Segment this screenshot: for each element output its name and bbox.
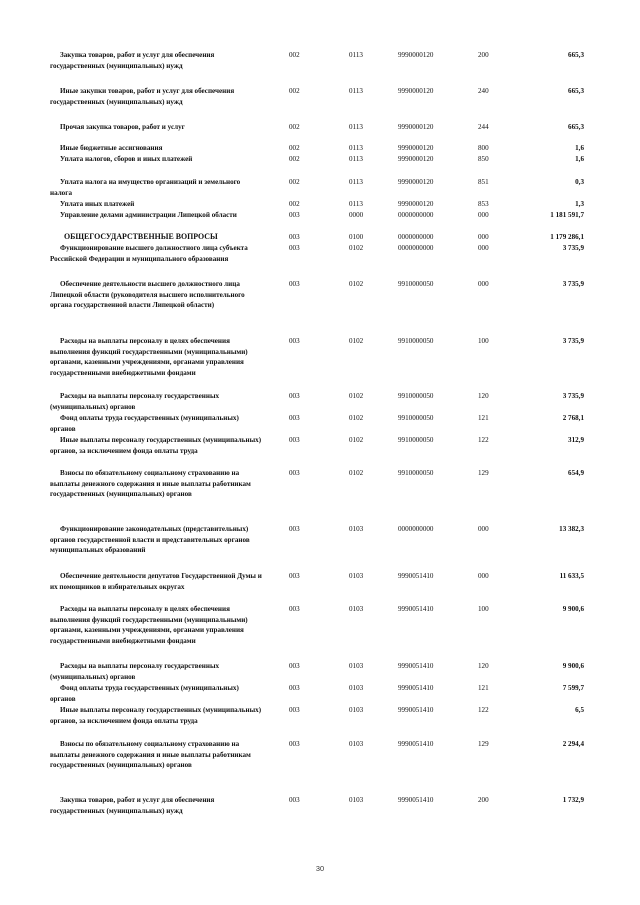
row-amount: 1,6 [575, 144, 584, 152]
target-article-code: 9990000120 [398, 178, 434, 186]
section-code: 0113 [349, 87, 363, 95]
target-article-code: 9910000050 [398, 337, 434, 345]
section-code: 0103 [349, 662, 364, 670]
section-code: 0102 [349, 244, 364, 252]
expense-type-code: 851 [478, 178, 489, 186]
row-amount: 3 735,9 [562, 337, 584, 345]
row-amount: 1 179 286,1 [550, 233, 584, 241]
row-name: Иные закупки товаров, работ и услуг для обеспечения государственных (муниципальных) нужд [50, 87, 235, 106]
section-code: 0113 [349, 123, 363, 131]
expense-type-code: 120 [478, 392, 489, 400]
section-code: 0102 [349, 436, 364, 444]
section-code: 0103 [349, 740, 364, 748]
row-amount: 11 633,5 [559, 572, 584, 580]
target-article-code: 9990051410 [398, 706, 434, 714]
row-name: Функционирование высшего должностного лица субъекта Российской Федерации и муниципального образования [50, 244, 248, 263]
section-code: 0103 [349, 796, 364, 804]
section-code: 0113 [349, 155, 363, 163]
row-name: Иные бюджетные ассигнования [60, 144, 163, 152]
section-code: 0000 [349, 211, 364, 219]
ministry-code: 003 [289, 436, 300, 444]
ministry-code: 003 [289, 211, 300, 219]
row-name: Иные выплаты персоналу государственных (муниципальных) органов, за исключением фонда оплаты труда [50, 706, 262, 725]
row-amount: 13 382,3 [559, 525, 584, 533]
target-article-code: 9990000120 [398, 51, 434, 59]
row-name: Расходы на выплаты персоналу в целях обеспечения выполнения функций государственными (муниципальными) органами, казенными учреждениями, органами управления государственными внебюджетными фондами [50, 337, 248, 377]
row-name: Прочая закупка товаров, работ и услуг [60, 123, 185, 131]
expense-type-code: 800 [478, 144, 489, 152]
target-article-code: 0000000000 [398, 525, 434, 533]
row-name: Закупка товаров, работ и услуг для обеспечения государственных (муниципальных) нужд [50, 796, 215, 815]
row-amount: 665,3 [568, 51, 584, 59]
target-article-code: 9990051410 [398, 662, 434, 670]
section-code: 0102 [349, 392, 364, 400]
expense-type-code: 121 [478, 684, 489, 692]
row-name: Расходы на выплаты персоналу государственных (муниципальных) органов [50, 392, 220, 411]
target-article-code: 9990051410 [398, 605, 434, 613]
row-amount: 1,3 [575, 200, 584, 208]
ministry-code: 002 [289, 155, 300, 163]
row-amount: 665,3 [568, 87, 584, 95]
expense-type-code: 200 [478, 51, 489, 59]
row-amount: 9 900,6 [562, 662, 584, 670]
ministry-code: 003 [289, 525, 300, 533]
target-article-code: 9990000120 [398, 87, 434, 95]
row-name: Функционирование законодательных (представительных) органов государственной власти и представительных органов муниципальных образований [50, 525, 250, 555]
row-name: Уплата налогов, сборов и иных платежей [60, 155, 193, 163]
section-code: 0102 [349, 280, 364, 288]
row-amount: 2 294,4 [562, 740, 584, 748]
ministry-code: 003 [289, 662, 300, 670]
target-article-code: 9990000120 [398, 144, 434, 152]
target-article-code: 9910000050 [398, 392, 434, 400]
row-name: Иные выплаты персоналу государственных (муниципальных) органов, за исключением фонда оплаты труда [50, 436, 262, 455]
expense-type-code: 240 [478, 87, 489, 95]
expense-type-code: 122 [478, 706, 489, 714]
target-article-code: 9990000120 [398, 200, 434, 208]
ministry-code: 003 [289, 280, 300, 288]
ministry-code: 003 [289, 233, 300, 241]
row-name: Фонд оплаты труда государственных (муниципальных) органов [50, 414, 239, 433]
ministry-code: 003 [289, 392, 300, 400]
section-code: 0102 [349, 337, 364, 345]
row-amount: 7 599,7 [562, 684, 584, 692]
expense-type-code: 850 [478, 155, 489, 163]
target-article-code: 9990051410 [398, 740, 434, 748]
expense-type-code: 121 [478, 414, 489, 422]
expense-type-code: 000 [478, 525, 489, 533]
row-name: Уплата иных платежей [60, 200, 135, 208]
target-article-code: 0000000000 [398, 233, 434, 241]
target-article-code: 9990000120 [398, 123, 434, 131]
ministry-code: 002 [289, 87, 300, 95]
row-name: Управление делами администрации Липецкой области [60, 211, 237, 219]
target-article-code: 9910000050 [398, 280, 434, 288]
section-code: 0103 [349, 572, 364, 580]
row-amount: 9 900,6 [562, 605, 584, 613]
section-code: 0113 [349, 200, 363, 208]
row-name: Фонд оплаты труда государственных (муниципальных) органов [50, 684, 239, 703]
row-amount: 312,9 [568, 436, 584, 444]
row-name: ОБЩЕГОСУДАРСТВЕННЫЕ ВОПРОСЫ [64, 232, 218, 241]
ministry-code: 003 [289, 605, 300, 613]
row-name: Обеспечение деятельности депутатов Государственной Думы и их помощников в избирательных округах [50, 572, 262, 591]
target-article-code: 9990051410 [398, 684, 434, 692]
ministry-code: 002 [289, 178, 300, 186]
expense-type-code: 122 [478, 436, 489, 444]
ministry-code: 003 [289, 706, 300, 714]
row-amount: 1,6 [575, 155, 584, 163]
section-code: 0100 [349, 233, 364, 241]
target-article-code: 0000000000 [398, 211, 434, 219]
row-name: Закупка товаров, работ и услуг для обеспечения государственных (муниципальных) нужд [50, 51, 215, 70]
expense-type-code: 120 [478, 662, 489, 670]
row-amount: 654,9 [568, 469, 584, 477]
expense-type-code: 129 [478, 740, 489, 748]
row-amount: 3 735,9 [562, 280, 584, 288]
target-article-code: 9990051410 [398, 572, 434, 580]
ministry-code: 003 [289, 414, 300, 422]
ministry-code: 003 [289, 796, 300, 804]
section-code: 0113 [349, 178, 363, 186]
ministry-code: 003 [289, 684, 300, 692]
row-amount: 665,3 [568, 123, 584, 131]
row-amount: 2 768,1 [562, 414, 584, 422]
expense-type-code: 000 [478, 280, 489, 288]
ministry-code: 003 [289, 244, 300, 252]
row-name: Уплата налога на имущество организаций и земельного налога [50, 178, 241, 197]
expense-type-code: 244 [478, 123, 489, 131]
ministry-code: 003 [289, 469, 300, 477]
ministry-code: 003 [289, 572, 300, 580]
target-article-code: 9990051410 [398, 796, 434, 804]
row-amount: 1 732,9 [562, 796, 584, 804]
row-amount: 3 735,9 [562, 392, 584, 400]
expense-type-code: 100 [478, 605, 489, 613]
section-code: 0102 [349, 469, 364, 477]
ministry-code: 003 [289, 337, 300, 345]
ministry-code: 002 [289, 51, 300, 59]
target-article-code: 9910000050 [398, 469, 434, 477]
ministry-code: 003 [289, 740, 300, 748]
ministry-code: 002 [289, 144, 300, 152]
ministry-code: 002 [289, 200, 300, 208]
target-article-code: 0000000000 [398, 244, 434, 252]
expense-type-code: 200 [478, 796, 489, 804]
expense-type-code: 100 [478, 337, 489, 345]
target-article-code: 9910000050 [398, 436, 434, 444]
expense-type-code: 853 [478, 200, 489, 208]
section-code: 0103 [349, 525, 364, 533]
section-code: 0103 [349, 684, 364, 692]
row-name: Расходы на выплаты персоналу государственных (муниципальных) органов [50, 662, 220, 681]
target-article-code: 9990000120 [398, 155, 434, 163]
row-name: Расходы на выплаты персоналу в целях обеспечения выполнения функций государственными (муниципальными) органами, казенными учреждениями, органами управления государственными внебюджетными фондами [50, 605, 248, 645]
expense-type-code: 129 [478, 469, 489, 477]
section-code: 0113 [349, 51, 363, 59]
expense-type-code: 000 [478, 572, 489, 580]
ministry-code: 002 [289, 123, 300, 131]
page-number: 30 [315, 864, 325, 873]
row-amount: 6,5 [575, 706, 584, 714]
expense-type-code: 000 [478, 233, 489, 241]
target-article-code: 9910000050 [398, 414, 434, 422]
section-code: 0103 [349, 605, 364, 613]
expense-type-code: 000 [478, 211, 489, 219]
section-code: 0103 [349, 706, 364, 714]
section-code: 0102 [349, 414, 364, 422]
row-name: Обеспечение деятельности высшего должностного лица Липецкой области (руководителя высшего исполнительного органа государственной власти Липецкой области) [50, 280, 245, 310]
row-name: Взносы по обязательному социальному страхованию на выплаты денежного содержания и иные выплаты работникам государственных (муниципальных) органов [50, 740, 251, 770]
row-amount: 1 181 591,7 [550, 211, 584, 219]
section-code: 0113 [349, 144, 363, 152]
row-name: Взносы по обязательному социальному страхованию на выплаты денежного содержания и иные выплаты работникам государственных (муниципальных) органов [50, 469, 251, 499]
row-amount: 3 735,9 [562, 244, 584, 252]
row-amount: 0,3 [575, 178, 584, 186]
expense-type-code: 000 [478, 244, 489, 252]
